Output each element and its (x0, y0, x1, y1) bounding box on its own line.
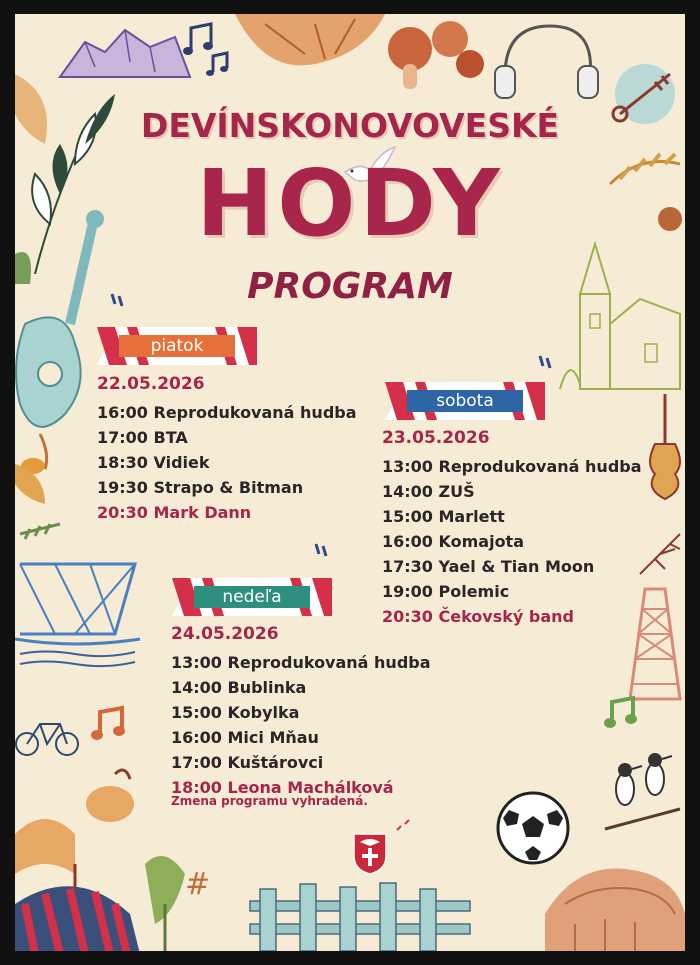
event-item-headliner: 18:00 Leona Machálková (171, 778, 394, 797)
event-item: 16:00 Reprodukovaná hudba (97, 403, 357, 422)
event-item: 17:00 Kuštárovci (171, 753, 324, 772)
day-banner-saturday (385, 382, 545, 420)
fence-icon (245, 879, 475, 951)
bridge-icon (15, 554, 145, 674)
autumn-leaves-icon (225, 14, 495, 94)
program-heading: PROGRAM (247, 266, 453, 307)
bicycle-icon (15, 709, 85, 759)
event-item-headliner: 20:30 Mark Dann (97, 503, 252, 522)
schedule-sunday (171, 624, 431, 800)
event-item: 16:00 Mici Mňau (171, 728, 319, 747)
day-label-friday: piatok (150, 336, 204, 356)
day-banner-sunday (172, 578, 332, 616)
drops-icon (535, 354, 555, 374)
date-saturday: 23.05.2026 (382, 428, 490, 448)
event-item: 17:30 Yael & Tian Moon (382, 557, 595, 576)
event-item: 16:00 Komajota (382, 532, 524, 551)
event-item: 13:00 Reprodukovaná hudba (382, 457, 642, 476)
program-change-note: Zmena programu vyhradená. (171, 794, 368, 808)
schedule-saturday (382, 428, 642, 629)
drops-icon (311, 542, 331, 562)
violin-icon (645, 394, 685, 504)
event-title-main: HODY (196, 150, 504, 257)
day-label-sunday: nedeľa (222, 587, 282, 607)
event-item: 15:00 Marlett (382, 507, 505, 526)
svg-text:#: # (185, 867, 211, 902)
event-item-headliner: 20:30 Čekovský band (382, 607, 574, 626)
coat-of-arms-icon (352, 832, 388, 876)
music-note-icon (603, 694, 639, 730)
event-item: 14:00 ZUŠ (382, 482, 475, 501)
poster (15, 14, 685, 951)
event-item: 17:00 BTA (97, 428, 188, 447)
event-item: 13:00 Reprodukovaná hudba (171, 653, 431, 672)
sparkle-icon (395, 818, 415, 834)
leaf-icon (15, 454, 75, 554)
event-item: 18:30 Vidiek (97, 453, 210, 472)
day-label-saturday: sobota (436, 391, 494, 411)
event-item: 14:00 Bublinka (171, 678, 307, 697)
schedule-friday (97, 374, 357, 525)
event-item: 19:00 Polemic (382, 582, 510, 601)
event-item: 15:00 Kobylka (171, 703, 300, 722)
date-sunday: 24.05.2026 (171, 624, 279, 644)
mushroom-icon (535, 834, 685, 951)
music-note-icon (90, 704, 130, 744)
event-item: 19:30 Strapo & Bitman (97, 478, 304, 497)
event-title-top: DEVÍNSKONOVOVESKÉ (140, 106, 560, 145)
headphones-icon (490, 16, 600, 106)
birds-icon (600, 734, 685, 834)
date-friday: 22.05.2026 (97, 374, 205, 394)
day-banner-friday (97, 327, 257, 365)
